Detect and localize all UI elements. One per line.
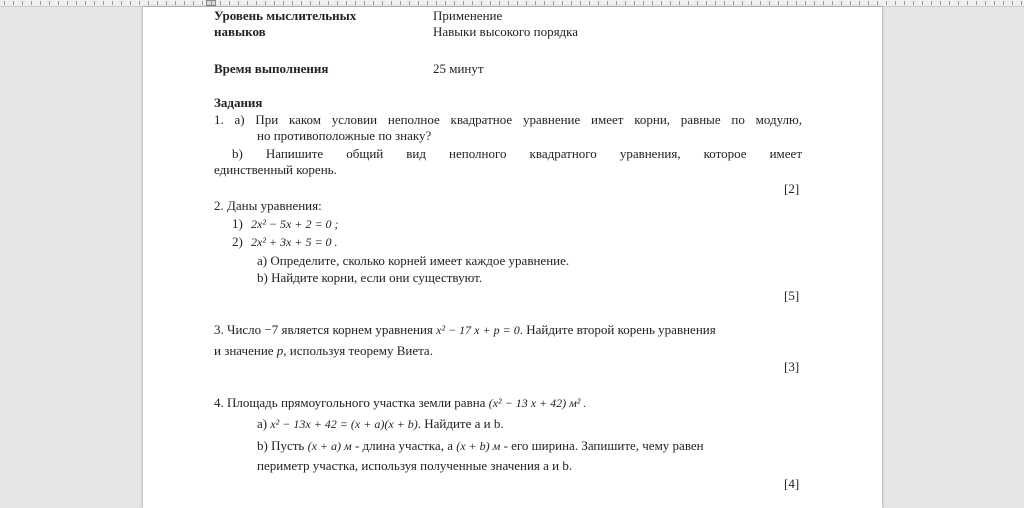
ruler-tick — [346, 1, 347, 5]
ruler-tick — [310, 1, 311, 5]
ruler-tick — [931, 1, 932, 5]
task4-b-length: (x + a) м — [307, 439, 352, 453]
ruler-tick — [13, 1, 14, 5]
ruler-tick — [553, 1, 554, 5]
ruler-tick — [922, 1, 923, 5]
task4-part-b-line1 — [257, 438, 704, 454]
ruler-tick — [778, 1, 779, 5]
ruler-tick — [1012, 1, 1013, 5]
task4-b-mid: - длина участка, а — [354, 438, 453, 453]
ruler[interactable] — [0, 0, 1024, 7]
task3-line1 — [214, 322, 716, 338]
ruler-tick — [103, 1, 104, 5]
ruler-tick — [49, 1, 50, 5]
ruler-tick — [967, 1, 968, 5]
task4-part-b-line2: периметр участка, используя полученные значения a и b. — [257, 458, 573, 473]
ruler-tick — [814, 1, 815, 5]
task2-eq2-number: 2) — [232, 234, 243, 249]
task4-a-suffix: . Найдите a и b. — [417, 416, 504, 431]
ruler-tick — [373, 1, 374, 5]
ruler-tick — [841, 1, 842, 5]
task4-b-width: (x + b) м — [456, 439, 501, 453]
task3-line1-prefix: 3. Число −7 является корнем уравнения — [214, 322, 433, 337]
ruler-tick — [85, 1, 86, 5]
ruler-tick — [31, 1, 32, 5]
task4-b-prefix: b) Пусть — [257, 438, 305, 453]
ruler-tick — [391, 1, 392, 5]
ruler-tick — [769, 1, 770, 5]
ruler-tick — [679, 1, 680, 5]
ruler-tick — [616, 1, 617, 5]
ruler-tick — [634, 1, 635, 5]
task4-part-a — [257, 416, 504, 432]
ruler-tick — [319, 1, 320, 5]
ruler-tick — [67, 1, 68, 5]
ruler-tick — [364, 1, 365, 5]
ruler-tick — [517, 1, 518, 5]
document-page — [143, 7, 882, 508]
task3-line2-prefix: и значение — [214, 343, 274, 358]
ruler-tick — [112, 1, 113, 5]
ruler-tick — [193, 1, 194, 5]
ruler-tick — [148, 1, 149, 5]
ruler-tick — [868, 1, 869, 5]
ruler-tick — [265, 1, 266, 5]
level-label-2: навыков — [214, 24, 266, 39]
ruler-tick — [787, 1, 788, 5]
ruler-tick — [472, 1, 473, 5]
tasks-title: Задания — [214, 95, 263, 110]
task1-b-line1: b) Напишите общий вид неполного квадратного уравнения, которое имеет — [232, 146, 802, 161]
ruler-tick — [877, 1, 878, 5]
task2-score: [5] — [784, 288, 800, 303]
task2-equation-2: 2x² + 3x + 5 = 0 . — [251, 235, 338, 249]
ruler-tick — [751, 1, 752, 5]
task2-equation-1: 2x² − 5x + 2 = 0 ; — [251, 217, 339, 231]
task1-score: [2] — [784, 181, 800, 196]
ruler-tick — [130, 1, 131, 5]
ruler-tick — [481, 1, 482, 5]
ruler-tick — [4, 1, 5, 5]
ruler-tick — [94, 1, 95, 5]
ruler-tick — [283, 1, 284, 5]
ruler-tick — [589, 1, 590, 5]
ruler-tick — [904, 1, 905, 5]
ruler-tick — [994, 1, 995, 5]
ruler-tick — [895, 1, 896, 5]
ruler-tick — [229, 1, 230, 5]
ruler-tick — [292, 1, 293, 5]
task4-a-equation: x² − 13x + 42 = (x + a)(x + b) — [270, 417, 418, 431]
task3-score: [3] — [784, 359, 800, 374]
ruler-tick — [22, 1, 23, 5]
ruler-tick — [670, 1, 671, 5]
ruler-tick — [625, 1, 626, 5]
task3-line2 — [214, 343, 433, 359]
ruler-tick — [688, 1, 689, 5]
ruler-tick — [949, 1, 950, 5]
ruler-tick — [715, 1, 716, 5]
ruler-tick — [220, 1, 221, 5]
ruler-tick — [886, 1, 887, 5]
time-value: 25 минут — [433, 61, 484, 76]
ruler-tick — [157, 1, 158, 5]
ruler-tick — [571, 1, 572, 5]
ruler-tick — [580, 1, 581, 5]
ruler-tick — [913, 1, 914, 5]
ruler-tick — [328, 1, 329, 5]
ruler-tick — [535, 1, 536, 5]
ruler-tick — [139, 1, 140, 5]
ruler-tick — [445, 1, 446, 5]
ruler-tick — [247, 1, 248, 5]
ruler-tick — [508, 1, 509, 5]
level-label-1: Уровень мыслительных — [214, 8, 357, 23]
ruler-tick — [958, 1, 959, 5]
ruler-tick — [976, 1, 977, 5]
ruler-tick — [652, 1, 653, 5]
level-value-1: Применение — [433, 8, 503, 23]
ruler-tick — [940, 1, 941, 5]
ruler-tick — [661, 1, 662, 5]
ruler-tick — [418, 1, 419, 5]
ruler-tick — [724, 1, 725, 5]
ruler-tick — [238, 1, 239, 5]
ruler-tick — [733, 1, 734, 5]
ruler-tick — [706, 1, 707, 5]
ruler-tick — [166, 1, 167, 5]
ruler-tick — [859, 1, 860, 5]
task3-line1-suffix: . Найдите второй корень уравнения — [519, 322, 716, 337]
task2-title: 2. Даны уравнения: — [214, 198, 322, 213]
ruler-tick — [823, 1, 824, 5]
ruler-tick — [544, 1, 545, 5]
task2-eq1-number: 1) — [232, 216, 243, 231]
ruler-tick — [490, 1, 491, 5]
ruler-tick — [760, 1, 761, 5]
ruler-tick — [1003, 1, 1004, 5]
time-label: Время выполнения — [214, 61, 329, 76]
ruler-tick — [526, 1, 527, 5]
ruler-tick — [76, 1, 77, 5]
task4-line1-prefix: 4. Площадь прямоугольного участка земли равна — [214, 395, 486, 410]
ruler-tick — [202, 1, 203, 5]
ruler-tick — [382, 1, 383, 5]
ruler-tick — [832, 1, 833, 5]
ruler-tick — [121, 1, 122, 5]
ruler-tick — [337, 1, 338, 5]
ruler-tick — [463, 1, 464, 5]
ruler-tick — [400, 1, 401, 5]
ruler-tick — [274, 1, 275, 5]
ruler-tick — [427, 1, 428, 5]
ruler-tick — [697, 1, 698, 5]
ruler-tick — [598, 1, 599, 5]
task4-b-suffix: - его ширина. Запишите, чему равен — [503, 438, 704, 453]
task3-equation: x² − 17 x + p = 0 — [436, 323, 520, 337]
ruler-tick — [40, 1, 41, 5]
ruler-tick — [499, 1, 500, 5]
ruler-tick — [850, 1, 851, 5]
level-value-2: Навыки высокого порядка — [433, 24, 579, 39]
ruler-tick — [1021, 1, 1022, 5]
task3-line2-suffix: , используя теорему Виета. — [283, 343, 433, 358]
ruler-tick — [355, 1, 356, 5]
task2-part-b: b) Найдите корни, если они существуют. — [257, 270, 483, 285]
task3-variable-p: p — [276, 343, 284, 358]
ruler-tick — [805, 1, 806, 5]
ruler-tick — [175, 1, 176, 5]
ruler-tick — [742, 1, 743, 5]
ruler-tick — [643, 1, 644, 5]
ruler-tick — [796, 1, 797, 5]
task4-score: [4] — [784, 476, 800, 491]
ruler-tick — [454, 1, 455, 5]
task4-line1 — [214, 395, 586, 411]
ruler-tick — [607, 1, 608, 5]
ruler-tick — [211, 1, 212, 5]
ruler-tick — [562, 1, 563, 5]
ruler-tick — [409, 1, 410, 5]
ruler-tick — [256, 1, 257, 5]
ruler-tick — [58, 1, 59, 5]
task1-a-line1: 1. а) При каком условии неполное квадратное уравнение имеет корни, равные по модулю, — [214, 112, 802, 127]
ruler-tick — [985, 1, 986, 5]
task2-part-a: a) Определите, сколько корней имеет каждое уравнение. — [257, 253, 570, 268]
ruler-tick — [184, 1, 185, 5]
ruler-tick — [436, 1, 437, 5]
task1-a-line2: но противоположные по знаку? — [257, 128, 432, 143]
task4-a-prefix: a) — [257, 416, 268, 431]
ruler-tick — [301, 1, 302, 5]
task1-b-line2: единственный корень. — [214, 162, 337, 177]
task4-area-expression: (x² − 13 x + 42) м² . — [488, 396, 587, 410]
